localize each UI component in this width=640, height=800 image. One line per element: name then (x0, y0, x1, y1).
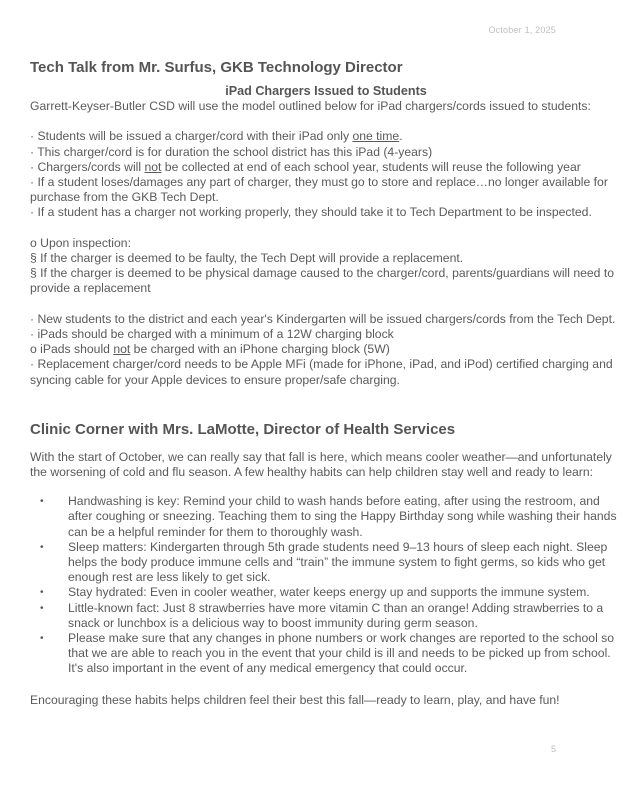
list-item: • Little-known fact: Just 8 strawberries have more vitamin C than an orange! Adding strawberries to a snack or lunchbox is a delicious way to boost immunity during germ season. (40, 600, 604, 630)
list-item: • Stay hydrated: Even in cooler weather, water keeps energy up and supports the immune system. (40, 585, 590, 600)
clinic-corner-section (30, 420, 622, 708)
inspection-item: § If the charger is deemed to be faulty, the Tech Dept will provide a replacement. (30, 251, 464, 265)
tech-bullet: · If a student loses/damages any part of charger, they must go to store and replace…no longer available for purchase from the GKB Tech Dept. (30, 175, 608, 205)
tech-bullet: · Replacement charger/cord needs to be Apple MFi (made for iPhone, iPad, and iPod) certified charging and syncing cable for your Apple devices to ensure proper/safe charging. (30, 357, 613, 387)
tech-bullet: · Chargers/cords will not be collected at end of each school year, students will reuse the following year (30, 159, 581, 174)
page-content (30, 58, 622, 708)
bullet-icon: • (40, 602, 44, 614)
tech-bullet: o iPads should not be charged with an iPhone charging block (5W) (30, 342, 390, 357)
list-item: • Sleep matters: Kindergarten through 5th grade students need 9–13 hours of sleep each night. Sleep helps the body produce immune cells and “train” the immune system to fight germs, so kids who get enough rest are less likely to get sick. (40, 539, 608, 585)
tech-bullet: · New students to the district and each year's Kindergarten will be issued chargers/cords from the Tech Dept. (30, 311, 616, 326)
inspection-item: § If the charger is deemed to be physical damage caused to the charger/cord, parents/guardians will need to provide a replacement (30, 266, 614, 296)
bullet-icon: • (40, 496, 44, 508)
bullet-icon: • (40, 633, 44, 645)
clinic-intro: With the start of October, we can really say that fall is here, which means cooler weather—and unfortunately the worsening of cold and flu season. A few healthy habits can help children stay well and ready to learn: (30, 449, 612, 480)
list-item: • Please make sure that any changes in phone numbers or work changes are reported to the school so that we are able to reach you in the event that your child is ill and needs to be picked up from school. It's also important in the event of any medical emergency that could occur. (40, 631, 615, 676)
tech-talk-title: Tech Talk from Mr. Surfus, GKB Technology Director (30, 59, 403, 76)
clinic-closing: Encouraging these habits helps children feel their best this fall—ready to learn, play, and have fun! (30, 692, 560, 707)
bullet-icon: • (40, 587, 44, 599)
tech-bullet: · Students will be issued a charger/cord with their iPad only one time. (30, 129, 403, 144)
clinic-corner-title: Clinic Corner with Mrs. LaMotte, Director of Health Services (30, 420, 456, 438)
tech-talk-subtitle: iPad Chargers Issued to Students (225, 84, 427, 98)
tech-bullet: · If a student has a charger not working properly, they should take it to Tech Department to be inspected. (30, 205, 592, 220)
newsletter-date: October 1, 2025 (488, 25, 556, 35)
tech-talk-section (30, 58, 622, 388)
page-number: 5 (550, 744, 556, 754)
tech-intro: Garrett-Keyser-Butler CSD will use the model outlined below for iPad chargers/cords issued to students: (30, 99, 591, 113)
bullet-icon: • (40, 541, 44, 553)
tech-bullet: · This charger/cord is for duration the school district has this iPad (4-years) (30, 144, 433, 159)
health-tips-list (30, 494, 622, 676)
inspection-heading: o Upon inspection: (30, 235, 131, 250)
tech-bullet: · iPads should be charged with a minimum of a 12W charging block (30, 327, 394, 341)
list-item: • Handwashing is key: Remind your child to wash hands before eating, after using the restroom, and after coughing or sneezing. Teaching them to sing the Happy Birthday song while washing their hands can be a helpful reminder for them to thoroughly wash. (40, 494, 617, 539)
